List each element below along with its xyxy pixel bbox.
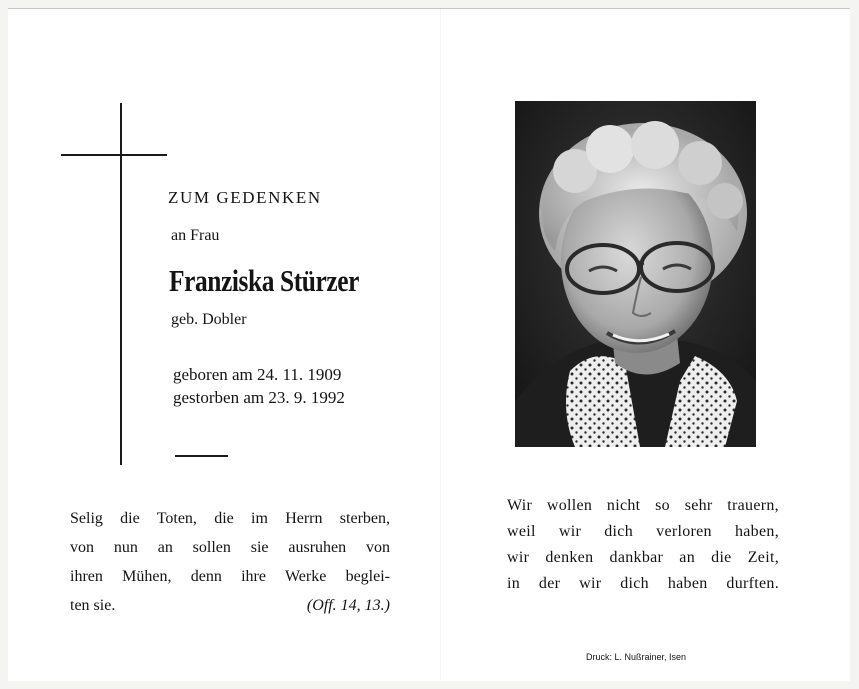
left-panel [8,8,440,680]
portrait-photo [515,101,756,447]
verse-line: ihren Mühen, denn ihre Werke beglei- [70,568,390,585]
cross-icon-vertical [120,103,122,465]
heading: ZUM GEDENKEN [168,188,322,207]
maiden-name: geb. Dobler [171,311,247,328]
verse-line: Wir wollen nicht so sehr trauern, [507,497,779,514]
verse-line: Selig die Toten, die im Herrn sterben, [70,510,390,527]
verse-line: ten sie. [70,597,116,614]
death-date: gestorben am 23. 9. 1992 [173,388,345,407]
verse-line-last [70,591,390,620]
divider-rule [175,455,228,457]
bible-verse [70,504,390,620]
portrait-image [515,101,756,447]
verse-line: weil wir dich verloren haben, [507,523,779,540]
right-panel [441,8,850,680]
deceased-name: Franziska Stürzer [169,263,360,298]
birth-date: geboren am 24. 11. 1909 [173,365,342,384]
verse-line: in der wir dich haben durften. [507,575,779,592]
cross-icon-horizontal [61,154,167,156]
verse-line: von nun an sollen sie ausruhen von [70,539,390,556]
printer-credit: Druck: L. Nußrainer, Isen [586,652,687,662]
mourning-verse [507,493,779,597]
verse-reference: (Off. 14, 13.) [306,597,390,614]
salutation: an Frau [171,227,220,244]
verse-line: wir denken dankbar an die Zeit, [507,549,779,566]
